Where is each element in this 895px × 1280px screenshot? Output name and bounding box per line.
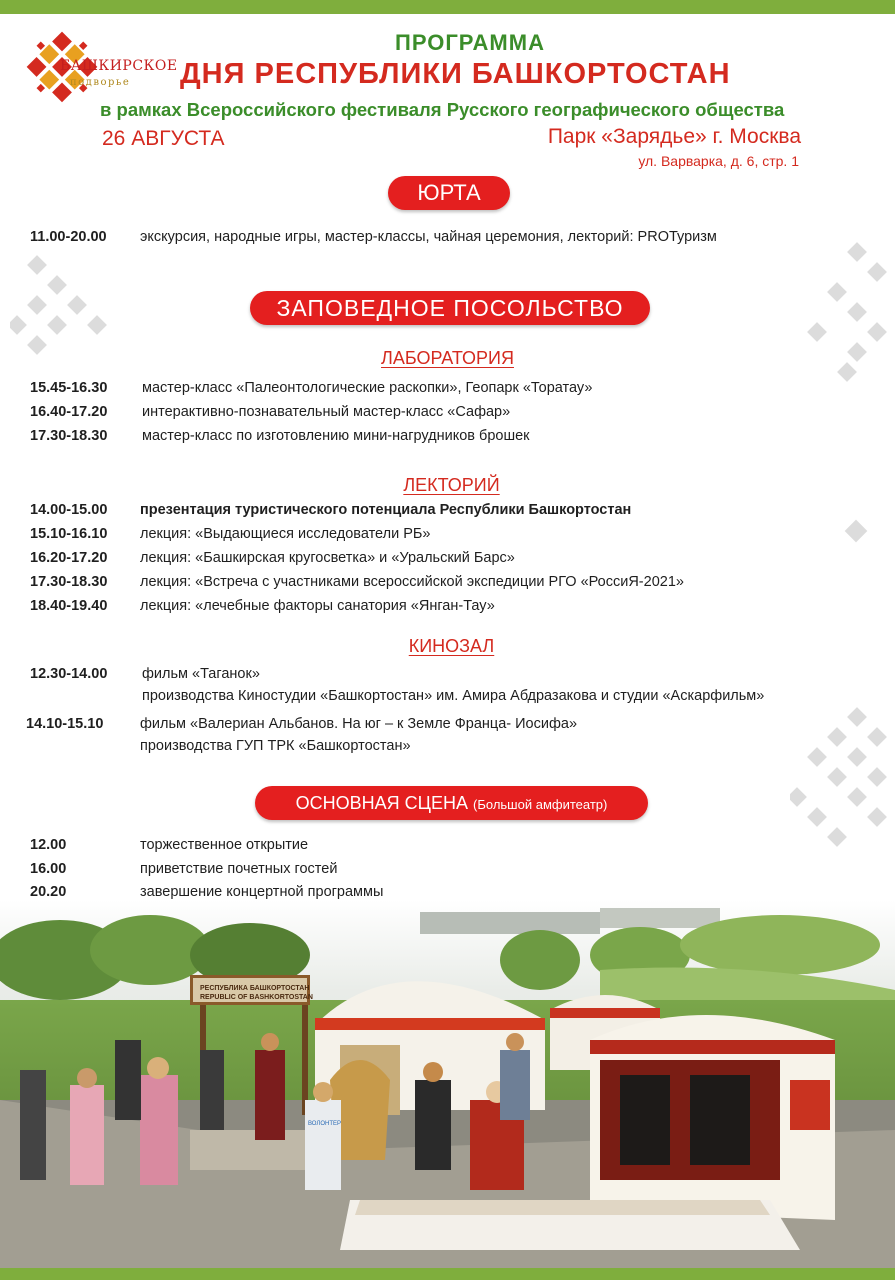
event-place: Парк «Зарядье» г. Москва: [547, 125, 801, 148]
lektoriy-heading: ЛЕКТОРИЙ: [403, 475, 500, 495]
schedule-desc: лекция: «Башкирская кругосветка» и «Уральский Барс»: [140, 550, 515, 566]
schedule-desc: интерактивно-познавательный мастер-класс «Сафар»: [142, 404, 511, 420]
schedule-desc: презентация туристического потенциала Республики Башкортостан: [140, 502, 632, 518]
schedule-time: 12.00: [30, 837, 67, 853]
section-scene-pill: [255, 786, 648, 820]
vest-label: ВОЛОНТЕР: [308, 1121, 342, 1127]
schedule-time: 17.30-18.30: [30, 428, 108, 444]
schedule-desc: фильм «Таганок»: [142, 666, 260, 682]
festival-scene-image: [0, 900, 895, 1268]
yurt-time: 11.00-20.00: [30, 229, 107, 245]
top-green-bar: [0, 0, 895, 14]
schedule-time: 17.30-18.30: [30, 574, 108, 590]
schedule-time: 15.45-16.30: [30, 380, 108, 396]
photo-sign-line1: РЕСПУБЛИКА БАШКОРТОСТАН: [200, 985, 310, 992]
section-zapovednoe-pill: ЗАПОВЕДНОЕ ПОСОЛЬСТВО: [250, 291, 650, 325]
event-address: ул. Варварка, д. 6, стр. 1: [638, 153, 799, 169]
schedule-desc: лекция: «Выдающиеся исследователи РБ»: [140, 526, 431, 542]
laboratoriya-heading: ЛАБОРАТОРИЯ: [381, 348, 514, 368]
schedule-desc: завершение концертной программы: [140, 884, 384, 900]
schedule-desc: приветствие почетных гостей: [140, 861, 338, 877]
schedule-time: 15.10-16.10: [30, 526, 108, 542]
kinozal-heading: КИНОЗАЛ: [408, 636, 495, 656]
schedule-desc-extra: производства Киностудии «Башкортостан» им. Амира Абдразакова и студии «Аскарфильм»: [142, 688, 765, 704]
schedule-time: 14.00-15.00: [30, 502, 108, 518]
schedule-time: 14.10-15.10: [26, 716, 104, 732]
schedule-time: 16.40-17.20: [30, 404, 108, 420]
bottom-green-bar: [0, 1268, 895, 1280]
photo-sign-text: [200, 984, 313, 1002]
scene-label: ОСНОВНАЯ СЦЕНА: [295, 793, 468, 813]
schedule-desc: торжественное открытие: [140, 837, 309, 853]
page-subtitle: в рамках Всероссийского фестиваля Русского географического общества: [100, 99, 785, 120]
schedule-desc: мастер-класс по изготовлению мини-нагрудников брошек: [142, 428, 530, 444]
schedule-desc: мастер-класс «Палеонтологические раскопки», Геопарк «Торатау»: [142, 380, 593, 396]
logo-text-sub: подворье: [70, 77, 131, 88]
event-date: 26 АВГУСТА: [102, 127, 225, 150]
program-heading: ПРОГРАММА: [395, 30, 545, 55]
right-ornament-small-icon: [830, 505, 880, 555]
yurt-desc: экскурсия, народные игры, мастер-классы, чайная церемония, лекторий: PROТуризм: [140, 229, 717, 245]
schedule-desc: лекция: «лечебные факторы санатория «Янган-Тау»: [140, 598, 495, 614]
section-yurt-pill: ЮРТА: [388, 176, 510, 210]
schedule-time: 16.20-17.20: [30, 550, 108, 566]
scene-label-small: (Большой амфитеатр): [473, 797, 608, 812]
schedule-time: 18.40-19.40: [30, 598, 108, 614]
schedule-time: 20.20: [30, 884, 67, 900]
festival-photo: [0, 900, 895, 1268]
schedule-desc: фильм «Валериан Альбанов. На юг – к Земле Франца- Иосифа»: [140, 716, 578, 732]
logo-text-main: БАШКИРСКОЕ: [60, 58, 178, 74]
schedule-time: 12.30-14.00: [30, 666, 108, 682]
page-title: ДНЯ РЕСПУБЛИКИ БАШКОРТОСТАН: [180, 58, 731, 90]
photo-sign-line2: REPUBLIC OF BASHKORTOSTAN: [200, 994, 313, 1001]
schedule-time: 16.00: [30, 861, 67, 877]
schedule-desc-extra: производства ГУП ТРК «Башкортостан»: [140, 738, 411, 754]
schedule-desc: лекция: «Встреча с участниками всероссийской экспедиции РГО «РоссиЯ-2021»: [140, 574, 684, 590]
right-ornament-bottom-icon: [790, 700, 895, 860]
